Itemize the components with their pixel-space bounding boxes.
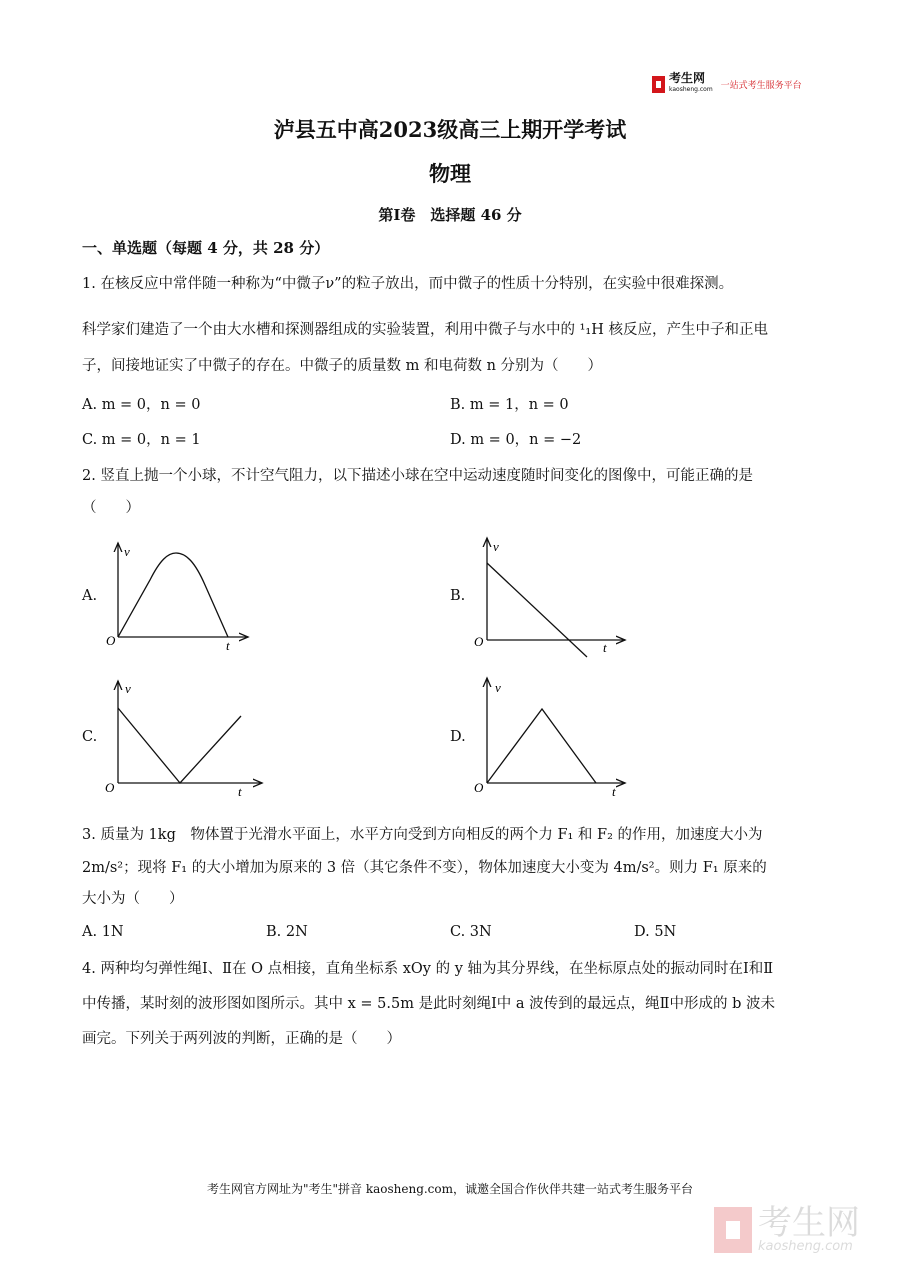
q4-line-3: 画完。下列关于两列波的判断，正确的是（ ） [82, 1031, 401, 1047]
watermark-logo [714, 1203, 860, 1254]
logo-slogan: 一站式考生服务平台 [720, 80, 802, 91]
graph-d-v-label: v [495, 680, 501, 695]
part-title: 第Ⅰ卷 选择题 46 分 [378, 206, 522, 224]
q3-line-1: 3. 质量为 1kg 物体置于光滑水平面上，水平方向受到方向相反的两个力 F₁ 和 F₂ 的作用，加速度大小为 [82, 827, 763, 843]
graph-a-t-label: t [226, 638, 230, 653]
watermark-url: kaosheng.com [758, 1239, 853, 1254]
q3-line-3: 大小为（ ） [82, 891, 184, 907]
q1-line-1: 1. 在核反应中常伴随一种称为“中微子ν”的粒子放出，而中微子的性质十分特别，在实验中很难探测。 [82, 276, 734, 292]
q3-option-d: D. 5N [634, 924, 677, 940]
q2-option-d: D. [450, 729, 466, 745]
q1-option-b: B. m = 1，n = 0 [450, 397, 569, 413]
graph-a-o-label: O [106, 633, 116, 648]
graph-d [487, 678, 625, 783]
section-heading: 一、单选题（每题 4 分，共 28 分） [82, 239, 330, 257]
exam-title: 泸县五中高2023级高三上期开学考试 [273, 117, 627, 142]
graph-c [118, 681, 262, 783]
q1-option-c: C. m = 0，n = 1 [82, 432, 201, 448]
q2-option-c: C. [82, 729, 98, 745]
graph-c-o-label: O [105, 780, 115, 795]
q4-line-2: 中传播，某时刻的波形图如图所示。其中 x = 5.5m 是此时刻绳Ⅰ中 a 波传到的最远点，绳Ⅱ中形成的 b 波未 [82, 996, 776, 1012]
q3-option-a: A. 1N [82, 924, 124, 940]
q3-option-b: B. 2N [266, 924, 308, 940]
graph-a [118, 543, 248, 637]
q3-option-c: C. 3N [450, 924, 492, 940]
graph-a-v-label: v [124, 544, 130, 559]
logo-brand: 考生网 [669, 71, 706, 85]
graph-d-t-label: t [612, 784, 616, 799]
watermark-mark-icon [714, 1207, 752, 1253]
q1-option-d: D. m = 0，n = −2 [450, 432, 582, 448]
q3-line-2: 2m/s²；现将 F₁ 的大小增加为原来的 3 倍（其它条件不变），物体加速度大小变为 4m/s²。则力 F₁ 原来的 [82, 860, 767, 876]
graph-c-t-label: t [238, 784, 242, 799]
q2-line-1: 2. 竖直上抛一个小球，不计空气阻力，以下描述小球在空中运动速度随时间变化的图像中，可能正确的是 [82, 468, 753, 484]
q4-line-1: 4. 两种均匀弹性绳Ⅰ、Ⅱ在 O 点相接，直角坐标系 xOy 的 y 轴为其分界线，在坐标原点处的振动同时在Ⅰ和Ⅱ [82, 961, 774, 977]
logo-url: kaosheng.com [669, 86, 713, 93]
subject-title: 物理 [429, 161, 471, 186]
graph-d-o-label: O [474, 780, 484, 795]
watermark-brand: 考生网 [758, 1203, 860, 1243]
q2-line-2: （ ） [82, 500, 140, 516]
q1-option-a: A. m = 0，n = 0 [82, 397, 201, 413]
graph-b-v-label: v [493, 539, 499, 554]
q2-option-a: A. [82, 588, 98, 604]
graph-b-t-label: t [603, 640, 607, 655]
page-footer: 考生网官方网址为"考生"拼音 kaosheng.com，诚邀全国合作伙伴共建一站式考生服务平台 [206, 1182, 694, 1196]
graph-b-o-label: O [474, 634, 484, 649]
q1-line-3: 子，间接地证实了中微子的存在。中微子的质量数 m 和电荷数 n 分别为（ ） [82, 358, 603, 374]
graph-c-v-label: v [125, 681, 131, 696]
q1-line-2: 科学家们建造了一个由大水槽和探测器组成的实验装置，利用中微子与水中的 ¹₁H 核反应，产生中子和正电 [82, 322, 768, 338]
q2-option-b: B. [450, 588, 466, 604]
